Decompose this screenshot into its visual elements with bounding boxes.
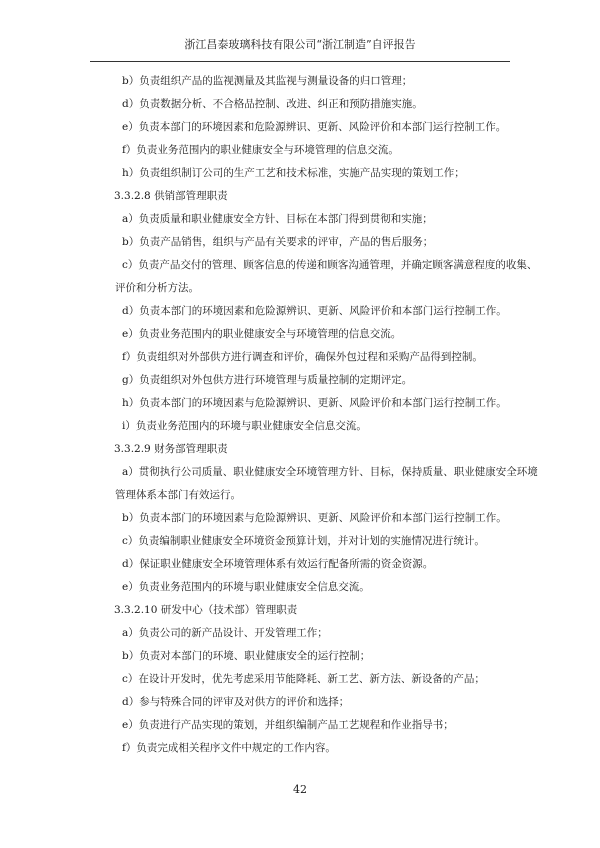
list-item: c）在设计开发时，优先考虑采用节能降耗、新工艺、新方法、新设备的产品； [122, 673, 485, 685]
list-item: b）负责对本部门的环境、职业健康安全的运行控制； [122, 650, 371, 662]
list-item: b）负责组织产品的监视测量及其监视与测量设备的归口管理； [122, 75, 413, 87]
list-item: e）负责业务范围内的职业健康安全与环境管理的信息交流。 [122, 328, 402, 340]
list-item: b）负责本部门的环境因素与危险源辨识、更新、风险评价和本部门运行控制工作。 [122, 512, 507, 524]
list-item: e）负责进行产品实现的策划，并组织编制产品工艺规程和作业指导书； [122, 719, 454, 731]
list-item: f）负责组织对外部供方进行调查和评价，确保外包过程和采购产品得到控制。 [122, 351, 483, 363]
list-item: a）负责质量和职业健康安全方针、目标在本部门得到贯彻和实施； [122, 213, 433, 225]
list-item: h）负责本部门的环境因素与危险源辨识、更新、风险评价和本部门运行控制工作。 [122, 397, 507, 409]
paragraph-continuation: 管理体系本部门有效运行。 [115, 489, 241, 501]
list-item: d）负责数据分析、不合格品控制、改进、纠正和预防措施实施。 [122, 98, 423, 110]
paragraph-continuation: 评价和分析方法。 [115, 282, 199, 294]
list-item: f）负责业务范围内的职业健康安全与环境管理的信息交流。 [122, 144, 399, 156]
list-item: f）负责完成相关程序文件中规定的工作内容。 [122, 742, 336, 754]
section-heading: 3.3.2.9 财务部管理职责 [114, 443, 228, 455]
list-item: a）负责公司的新产品设计、开发管理工作； [122, 627, 328, 639]
list-item: d）参与特殊合同的评审及对供方的评价和选择； [122, 696, 350, 708]
list-item: c）负责编制职业健康安全环境资金预算计划，并对计划的实施情况进行统计。 [122, 535, 485, 547]
page-number: 42 [293, 783, 307, 796]
header-divider [90, 61, 510, 62]
list-item: e）负责本部门的环境因素和危险源辨识、更新、风险评价和本部门运行控制工作。 [122, 121, 507, 133]
section-heading: 3.3.2.8 供销部管理职责 [114, 190, 228, 202]
list-item: i）负责业务范围内的环境与职业健康安全信息交流。 [122, 420, 367, 432]
section-heading: 3.3.2.10 研发中心（技术部）管理职责 [114, 604, 298, 616]
list-item: d）负责本部门的环境因素和危险源辨识、更新、风险评价和本部门运行控制工作。 [122, 305, 507, 317]
list-item: b）负责产品销售，组织与产品有关要求的评审，产品的售后服务； [122, 236, 434, 248]
list-item: d）保证职业健康安全环境管理体系有效运行配备所需的资金资源。 [122, 558, 434, 570]
list-item: h）负责组织制订公司的生产工艺和技术标准，实施产品实现的策划工作； [122, 167, 465, 179]
list-item: g）负责组织对外包供方进行环境管理与质量控制的定期评定。 [122, 374, 413, 386]
list-item: e）负责业务范围内的环境与职业健康安全信息交流。 [122, 581, 370, 593]
list-item: a）贯彻执行公司质量、职业健康安全环境管理方针、目标，保持质量、职业健康安全环境 [122, 466, 538, 478]
page-header: 浙江昌泰玻璃科技有限公司“浙江制造”自评报告 [184, 38, 416, 51]
list-item: c）负责产品交付的管理、顾客信息的传递和顾客沟通管理，并确定顾客满意程度的收集、 [122, 259, 538, 271]
page-body [102, 70, 538, 760]
